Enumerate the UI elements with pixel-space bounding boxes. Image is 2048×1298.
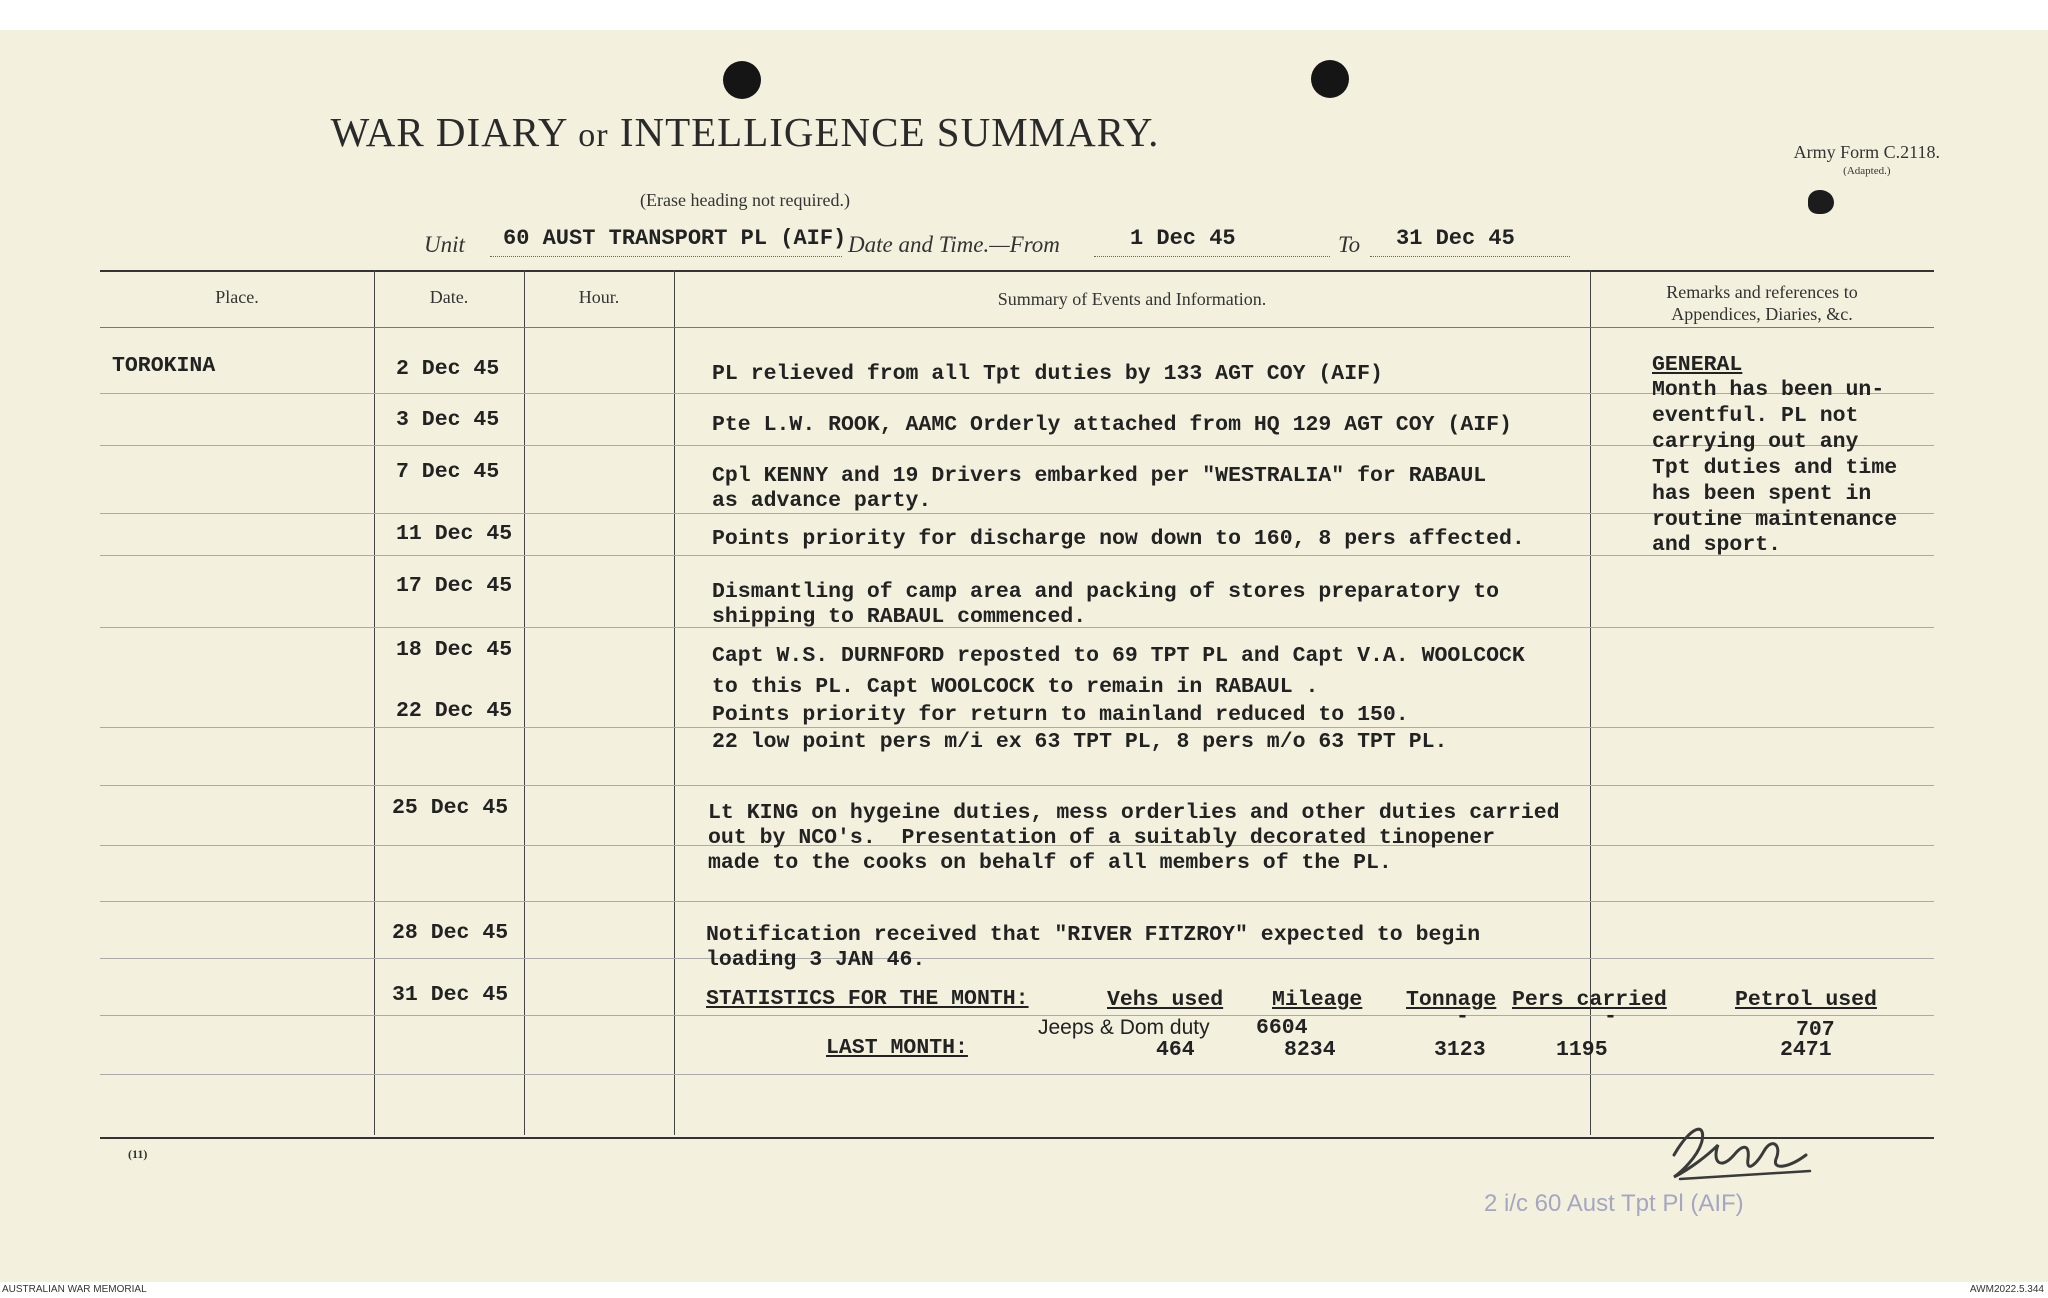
army-form-note: (Adapted.) [1843, 165, 1891, 177]
entry-date: 18 Dec 45 [396, 638, 513, 662]
column-divider-hour [674, 270, 675, 1135]
last-month-vehs: 464 [1156, 1038, 1195, 1062]
remarks-line: carrying out any [1652, 430, 1859, 454]
entry-text: to this PL. Capt WOOLCOCK to remain in RABAUL . [712, 675, 1319, 699]
row-rule [100, 901, 1934, 902]
to-dotline [1370, 256, 1570, 257]
title-or: or [578, 117, 609, 154]
to-label: To [1338, 232, 1361, 257]
entry-text: Lt KING on hygeine duties, mess orderlies and other duties carried [708, 801, 1560, 825]
statistics-title: STATISTICS FOR THE MONTH: [706, 987, 1029, 1011]
row-rule [100, 785, 1934, 786]
remarks-header-line-2: Appendices, Diaries, &c. [1671, 304, 1853, 324]
entry-text: Capt W.S. DURNFORD reposted to 69 TPT PL and Capt V.A. WOOLCOCK [712, 644, 1525, 668]
statistics-heading-petrol: Petrol used [1735, 988, 1877, 1012]
remarks-line: Tpt duties and time [1652, 456, 1898, 480]
entry-date: 22 Dec 45 [396, 699, 513, 723]
handwritten-signature [1660, 1115, 1820, 1195]
page-subtitle: (Erase heading not required.) [640, 190, 850, 210]
entry-date: 31 Dec 45 [392, 983, 509, 1007]
remarks-heading: GENERAL [1652, 353, 1743, 377]
column-header-date: Date. [429, 287, 469, 307]
row-rule [100, 958, 1934, 959]
entry-text: Dismantling of camp area and packing of stores preparatory to [712, 580, 1500, 604]
last-month-mileage: 8234 [1284, 1038, 1336, 1062]
title-part-2: INTELLIGENCE SUMMARY. [619, 109, 1160, 155]
remarks-line: and sport. [1652, 533, 1782, 557]
row-rule [100, 1074, 1934, 1075]
entry-text: Points priority for return to mainland reduced to 150. [712, 703, 1409, 727]
entry-text: out by NCO's. Presentation of a suitably decorated tinopener [708, 826, 1496, 850]
entry-date: 11 Dec 45 [396, 522, 513, 546]
remarks-line: routine maintenance [1652, 508, 1898, 532]
unit-label: Unit [424, 232, 465, 257]
army-form-label [1794, 142, 1940, 177]
last-month-tonnage: 3123 [1434, 1038, 1486, 1062]
to-value: 31 Dec 45 [1396, 226, 1515, 251]
page-title [0, 108, 1490, 156]
statistics-heading-vehs: Vehs used [1107, 988, 1224, 1012]
remarks-line: has been spent in [1652, 482, 1872, 506]
this-month-mileage: 6604 [1256, 1016, 1308, 1040]
statistics-heading-pers: Pers carried [1512, 988, 1667, 1012]
last-month-petrol: 2471 [1780, 1038, 1832, 1062]
statistics-heading-mileage: Mileage [1272, 988, 1363, 1012]
footer-institution: AUSTRALIAN WAR MEMORIAL [2, 1284, 147, 1295]
unit-value: 60 AUST TRANSPORT PL (AIF) [503, 226, 847, 251]
entry-text: made to the cooks on behalf of all members of the PL. [708, 851, 1392, 875]
this-month-tonnage: - [1456, 1005, 1469, 1029]
entry-text: PL relieved from all Tpt duties by 133 AGT COY (AIF) [712, 362, 1383, 386]
form-footnote: (11) [128, 1147, 148, 1161]
entry-date: 7 Dec 45 [396, 460, 500, 484]
entry-text: Pte L.W. ROOK, AAMC Orderly attached from HQ 129 AGT COY (AIF) [712, 413, 1512, 437]
last-month-pers: 1195 [1556, 1038, 1608, 1062]
from-dotline [1094, 256, 1330, 257]
column-divider-date [524, 270, 525, 1135]
row-rule [100, 1015, 1934, 1016]
this-month-pers: - [1604, 1005, 1617, 1029]
entry-text: Notification received that "RIVER FITZROY" expected to begin [706, 923, 1481, 947]
entry-text: Points priority for discharge now down to 160, 8 pers affected. [712, 527, 1525, 551]
column-header-hour: Hour. [578, 287, 620, 307]
entry-date: 28 Dec 45 [392, 921, 509, 945]
column-header-place: Place. [215, 287, 259, 307]
jeeps-label: Jeeps & Dom duty [1038, 1016, 1210, 1039]
army-form-number: Army Form C.2118. [1793, 142, 1940, 162]
entry-text: 22 low point pers m/i ex 63 TPT PL, 8 pers m/o 63 TPT PL. [712, 730, 1448, 754]
entry-text: as advance party. [712, 489, 932, 513]
column-header-remarks [1590, 281, 1934, 325]
remarks-line: eventful. PL not [1652, 404, 1859, 428]
statistics-heading-tonnage: Tonnage [1406, 988, 1497, 1012]
place-cell: TOROKINA [112, 354, 216, 378]
ink-spot [1808, 190, 1834, 214]
date-label: Date and Time.—From [848, 232, 1060, 257]
punch-hole-right [1311, 60, 1349, 98]
unit-line [0, 226, 2048, 266]
this-month-petrol: 707 [1796, 1018, 1835, 1042]
entry-date: 2 Dec 45 [396, 357, 500, 381]
entry-date: 3 Dec 45 [396, 408, 500, 432]
header-rule [100, 327, 1934, 328]
column-divider-place [374, 270, 375, 1135]
title-part-1: WAR DIARY [330, 109, 567, 155]
punch-hole-left [723, 61, 761, 99]
entry-date: 17 Dec 45 [396, 574, 513, 598]
footer-reference: AWM2022.5.344 [1969, 1284, 2044, 1295]
remarks-line: Month has been un- [1652, 378, 1885, 402]
unit-dotline [490, 256, 842, 257]
entry-date: 25 Dec 45 [392, 796, 509, 820]
column-header-summary: Summary of Events and Information. [997, 289, 1267, 309]
from-value: 1 Dec 45 [1130, 226, 1236, 251]
entry-text: shipping to RABAUL commenced. [712, 605, 1087, 629]
entry-text: Cpl KENNY and 19 Drivers embarked per "WESTRALIA" for RABAUL [712, 464, 1487, 488]
entry-text: loading 3 JAN 46. [706, 948, 926, 972]
remarks-header-line-1: Remarks and references to [1666, 282, 1858, 302]
last-month-label: LAST MONTH: [826, 1036, 968, 1060]
unit-stamp: 2 i/c 60 Aust Tpt Pl (AIF) [1484, 1190, 1744, 1217]
